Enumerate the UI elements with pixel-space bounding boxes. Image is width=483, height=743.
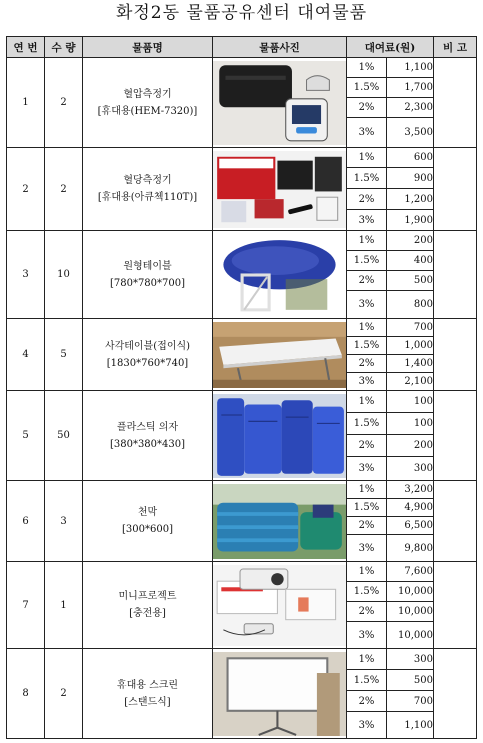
- item-quantity: 3: [45, 481, 83, 562]
- fee-rate: 1.5%: [347, 499, 387, 517]
- item-note: [434, 649, 477, 739]
- fee-rate: 3%: [347, 373, 387, 391]
- table-row: [7, 562, 477, 582]
- fee-amount: 1,700: [387, 78, 434, 98]
- fee-rate: 1.5%: [347, 168, 387, 189]
- fee-amount: 700: [387, 319, 434, 337]
- fee-rate: 1.5%: [347, 582, 387, 602]
- header-photo: 물품사진: [213, 37, 347, 58]
- item-spec: [충전용]: [129, 608, 166, 619]
- fee-amount: 200: [387, 435, 434, 457]
- item-quantity: 2: [45, 148, 83, 231]
- plastic-chair-photo: [213, 394, 346, 478]
- item-name-cell: [83, 319, 213, 391]
- item-note: [434, 319, 477, 391]
- fee-rate: 2%: [347, 98, 387, 118]
- item-name: 플라스틱 의자: [116, 421, 179, 433]
- fee-rate: 1.5%: [347, 251, 387, 271]
- table-row: [7, 391, 477, 413]
- item-quantity: 50: [45, 391, 83, 481]
- mini-projector-photo: [213, 565, 346, 646]
- item-quantity: 5: [45, 319, 83, 391]
- fee-rate: 1.5%: [347, 670, 387, 691]
- blood-pressure-monitor-photo: [213, 61, 346, 145]
- item-spec: [780*780*700]: [109, 277, 186, 289]
- fee-amount: 600: [387, 148, 434, 168]
- item-number: 2: [7, 148, 45, 231]
- portable-screen-photo: [213, 652, 346, 736]
- item-number: 1: [7, 58, 45, 148]
- header-qty: 수 량: [45, 37, 83, 58]
- header-fee: 대여료(원): [347, 37, 434, 58]
- fee-rate: 1%: [347, 562, 387, 582]
- rental-items-table: [6, 36, 477, 739]
- fee-amount: 500: [387, 271, 434, 291]
- fee-rate: 3%: [347, 118, 387, 148]
- item-name: 혈압측정기: [123, 88, 172, 100]
- fee-amount: 100: [387, 391, 434, 413]
- fee-amount: 4,900: [387, 499, 434, 517]
- table-row: [7, 319, 477, 337]
- item-spec: [스탠드식]: [124, 696, 171, 708]
- round-table-photo: [213, 234, 346, 316]
- item-quantity: 2: [45, 58, 83, 148]
- fee-amount: 1,100: [387, 712, 434, 739]
- table-row: [7, 649, 477, 670]
- item-name: 미니프로젝트: [118, 591, 177, 602]
- item-name: 휴대용 스크린: [116, 679, 179, 691]
- fee-amount: 100: [387, 413, 434, 435]
- fee-amount: 300: [387, 649, 434, 670]
- fee-rate: 2%: [347, 435, 387, 457]
- item-note: [434, 481, 477, 562]
- table-row: [7, 481, 477, 499]
- fee-rate: 3%: [347, 712, 387, 739]
- fee-rate: 1%: [347, 649, 387, 670]
- fee-rate: 3%: [347, 622, 387, 649]
- item-quantity: 1: [45, 562, 83, 649]
- fee-rate: 3%: [347, 457, 387, 481]
- item-photo-cell: [213, 58, 347, 148]
- fee-amount: 9,800: [387, 535, 434, 562]
- header-row: [7, 37, 477, 58]
- fee-rate: 1%: [347, 58, 387, 78]
- item-name-cell: [83, 58, 213, 148]
- fee-amount: 1,900: [387, 210, 434, 231]
- fee-rate: 1.5%: [347, 78, 387, 98]
- table-row: [7, 148, 477, 168]
- fee-rate: 2%: [347, 517, 387, 535]
- fee-amount: 800: [387, 291, 434, 319]
- fee-amount: 2,300: [387, 98, 434, 118]
- fee-rate: 1%: [347, 231, 387, 251]
- fee-amount: 400: [387, 251, 434, 271]
- fee-amount: 1,400: [387, 355, 434, 373]
- item-spec: [1830*760*740]: [106, 357, 189, 369]
- fee-amount: 700: [387, 691, 434, 712]
- fee-amount: 300: [387, 457, 434, 481]
- fee-amount: 3,200: [387, 481, 434, 499]
- item-photo-cell: [213, 391, 347, 481]
- item-number: 3: [7, 231, 45, 319]
- item-note: [434, 58, 477, 148]
- fee-amount: 10,000: [387, 602, 434, 622]
- item-number: 7: [7, 562, 45, 649]
- item-photo-cell: [213, 481, 347, 562]
- fee-amount: 6,500: [387, 517, 434, 535]
- item-name-cell: [83, 231, 213, 319]
- glucose-meter-photo: [213, 151, 346, 228]
- item-spec: [300*600]: [122, 524, 173, 535]
- fee-amount: 2,100: [387, 373, 434, 391]
- header-no: 연 번: [7, 37, 45, 58]
- item-photo-cell: [213, 231, 347, 319]
- item-name-cell: [83, 649, 213, 739]
- fee-rate: 2%: [347, 271, 387, 291]
- fee-rate: 1.5%: [347, 413, 387, 435]
- item-photo-cell: [213, 148, 347, 231]
- fee-rate: 2%: [347, 602, 387, 622]
- fee-amount: 900: [387, 168, 434, 189]
- item-name: 사각테이블(접이식): [104, 340, 191, 352]
- item-name-cell: [83, 391, 213, 481]
- item-spec: [휴대용(HEM-7320)]: [97, 105, 198, 117]
- fee-rate: 3%: [347, 535, 387, 562]
- fee-amount: 500: [387, 670, 434, 691]
- fee-amount: 10,000: [387, 622, 434, 649]
- fee-rate: 1%: [347, 481, 387, 499]
- item-photo-cell: [213, 649, 347, 739]
- item-note: [434, 231, 477, 319]
- item-quantity: 2: [45, 649, 83, 739]
- fee-amount: 200: [387, 231, 434, 251]
- fee-amount: 1,100: [387, 58, 434, 78]
- fee-amount: 10,000: [387, 582, 434, 602]
- page-title: 화정2동 물품공유센터 대여물품: [115, 3, 368, 23]
- table-row: [7, 231, 477, 251]
- tent-photo: [213, 484, 346, 559]
- item-name: 천막: [137, 507, 158, 518]
- fee-rate: 2%: [347, 189, 387, 210]
- table-row: [7, 58, 477, 78]
- fee-rate: 3%: [347, 210, 387, 231]
- item-photo-cell: [213, 562, 347, 649]
- item-name: 혈당측정기: [123, 175, 172, 186]
- item-quantity: 10: [45, 231, 83, 319]
- item-number: 4: [7, 319, 45, 391]
- item-note: [434, 148, 477, 231]
- item-spec: [휴대용(아큐첵110T)]: [97, 192, 198, 203]
- fee-rate: 1.5%: [347, 337, 387, 355]
- fee-rate: 3%: [347, 291, 387, 319]
- item-name-cell: [83, 148, 213, 231]
- fee-rate: 1%: [347, 319, 387, 337]
- fee-amount: 1,000: [387, 337, 434, 355]
- item-note: [434, 391, 477, 481]
- item-photo-cell: [213, 319, 347, 391]
- item-number: 8: [7, 649, 45, 739]
- header-name: 물품명: [83, 37, 213, 58]
- fee-rate: 2%: [347, 691, 387, 712]
- item-number: 5: [7, 391, 45, 481]
- item-number: 6: [7, 481, 45, 562]
- fee-amount: 7,600: [387, 562, 434, 582]
- fee-amount: 3,500: [387, 118, 434, 148]
- fee-amount: 1,200: [387, 189, 434, 210]
- item-name-cell: [83, 562, 213, 649]
- fee-rate: 1%: [347, 148, 387, 168]
- item-name: 원형테이블: [123, 260, 172, 272]
- item-spec: [380*380*430]: [109, 438, 186, 450]
- fee-rate: 1%: [347, 391, 387, 413]
- fee-rate: 2%: [347, 355, 387, 373]
- item-name-cell: [83, 481, 213, 562]
- header-note: 비 고: [434, 37, 477, 58]
- item-note: [434, 562, 477, 649]
- folding-table-photo: [213, 322, 346, 388]
